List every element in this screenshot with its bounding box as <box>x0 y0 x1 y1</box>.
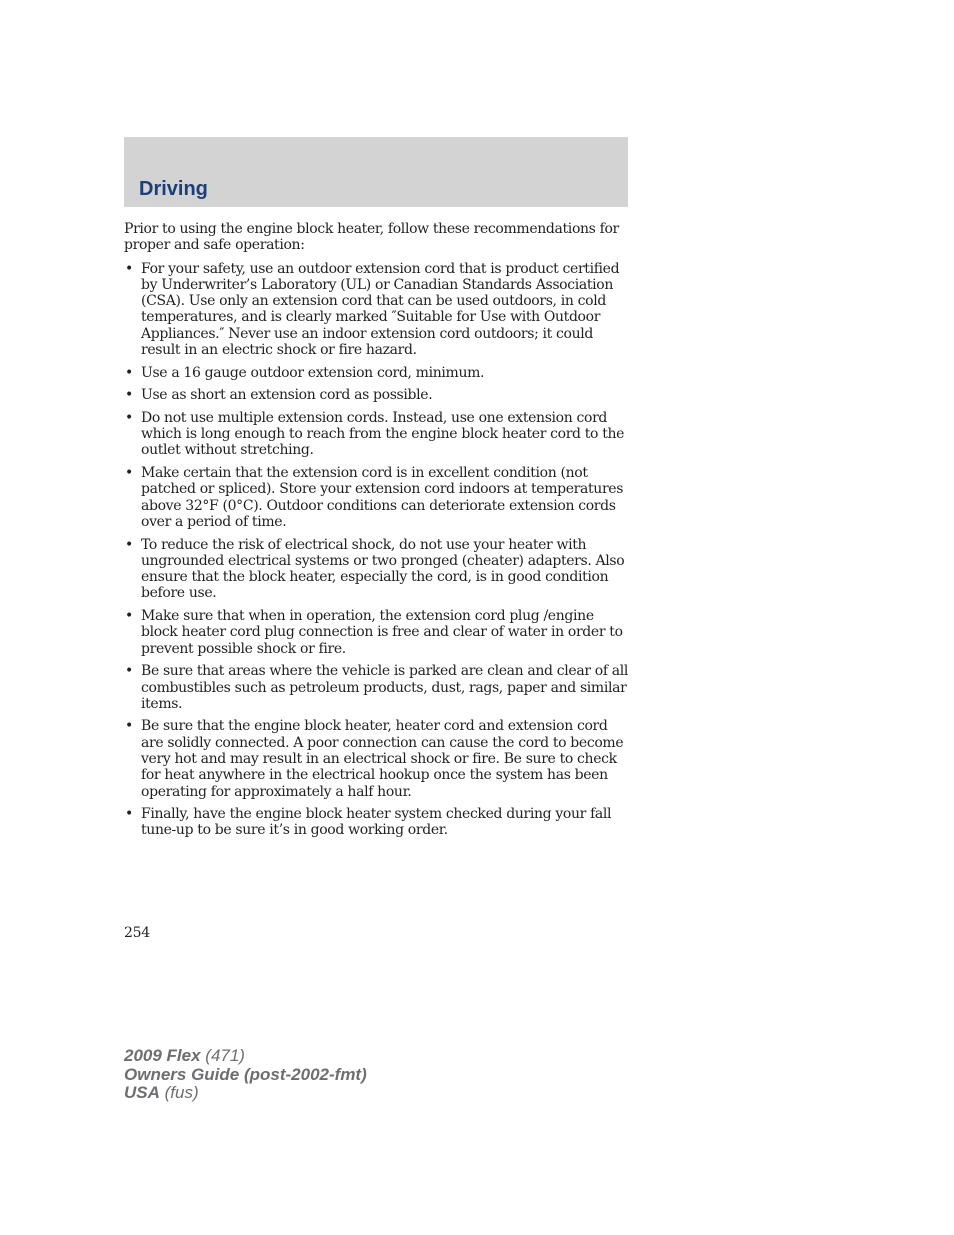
list-item-text: To reduce the risk of electrical shock, do not use your heater with ungrounded electrical systems or two pronged (cheater) adapters. Also ensure that the block heater, especially the cord, is in good condition before use. <box>141 536 625 602</box>
bullet-icon: • <box>125 718 133 735</box>
list-item <box>124 608 632 657</box>
list-item <box>124 261 632 359</box>
intro-paragraph: Prior to using the engine block heater, follow these recommendations for proper and safe operation: <box>124 221 619 254</box>
bullet-icon: • <box>125 387 133 404</box>
list-item <box>124 537 632 602</box>
bullet-icon: • <box>125 608 133 625</box>
list-item <box>124 465 632 530</box>
page-number: 254 <box>124 925 150 941</box>
footer-market-line <box>124 1084 367 1103</box>
list-item <box>124 806 632 839</box>
list-item-text: Make sure that when in operation, the extension cord plug /engine block heater cord plug connection is free and clear of water in order to prevent possible shock or fire. <box>141 608 623 657</box>
list-item <box>124 365 632 381</box>
bullet-icon: • <box>125 536 133 553</box>
bullet-icon: • <box>125 663 133 680</box>
list-item-text: Use as short an extension cord as possible. <box>141 387 433 404</box>
recommendations-list <box>124 261 632 839</box>
list-item-text: For your safety, use an outdoor extension cord that is product certified by Underwriter’s Laboratory (UL) or Canadian Standards Association (CSA). Use only an extension cord that can be used outdoors, in cold temperatures, and is clearly marked ″Suitable for Use with Outdoor Appliances.″ Never use an indoor extension cord outdoors; it could result in an electric shock or fire hazard. <box>141 260 620 359</box>
list-item-text: Do not use multiple extension cords. Instead, use one extension cord which is long enough to reach from the engine block heater cord to the outlet without stretching. <box>141 409 625 459</box>
footer-model-code: (471) <box>200 1046 245 1065</box>
list-item-text: Make certain that the extension cord is in excellent condition (not patched or spliced). Store your extension cord indoors at temperatures above 32°F (0°C). Outdoor conditions can deteriorate extension cords over a period of time. <box>141 465 624 530</box>
bullet-icon: • <box>125 409 133 426</box>
footer-guide: Owners Guide (post-2002-fmt) <box>124 1064 367 1084</box>
list-item-text: Use a 16 gauge outdoor extension cord, minimum. <box>141 364 485 381</box>
bullet-icon: • <box>125 260 133 277</box>
bullet-icon: • <box>125 465 133 482</box>
list-item-text: Be sure that areas where the vehicle is parked are clean and clear of all combustibles such as petroleum products, dust, rags, paper and similar items. <box>141 663 629 712</box>
document-footer <box>124 1047 367 1103</box>
footer-model-line <box>124 1047 367 1066</box>
list-item <box>124 663 632 712</box>
footer-market: USA <box>124 1083 160 1102</box>
section-title: Driving <box>139 178 208 200</box>
footer-guide-line <box>124 1066 367 1085</box>
list-item <box>124 387 632 403</box>
footer-model: 2009 Flex <box>124 1046 201 1065</box>
list-item-text: Be sure that the engine block heater, heater cord and extension cord are solidly connected. A poor connection can cause the cord to become very hot and may result in an electrical shock or fire. Be sure to check for heat anywhere in the electrical hookup once the system has been operating for approximately a half hour. <box>141 718 624 800</box>
section-header-band <box>124 137 628 207</box>
bullet-icon: • <box>125 806 133 823</box>
bullet-icon: • <box>125 364 133 381</box>
list-item-text: Finally, have the engine block heater system checked during your fall tune-up to be sure it’s in good working order. <box>141 806 612 839</box>
footer-market-code: (fus) <box>159 1083 199 1102</box>
list-item <box>124 410 632 459</box>
page-content <box>124 221 632 845</box>
list-item <box>124 718 632 799</box>
